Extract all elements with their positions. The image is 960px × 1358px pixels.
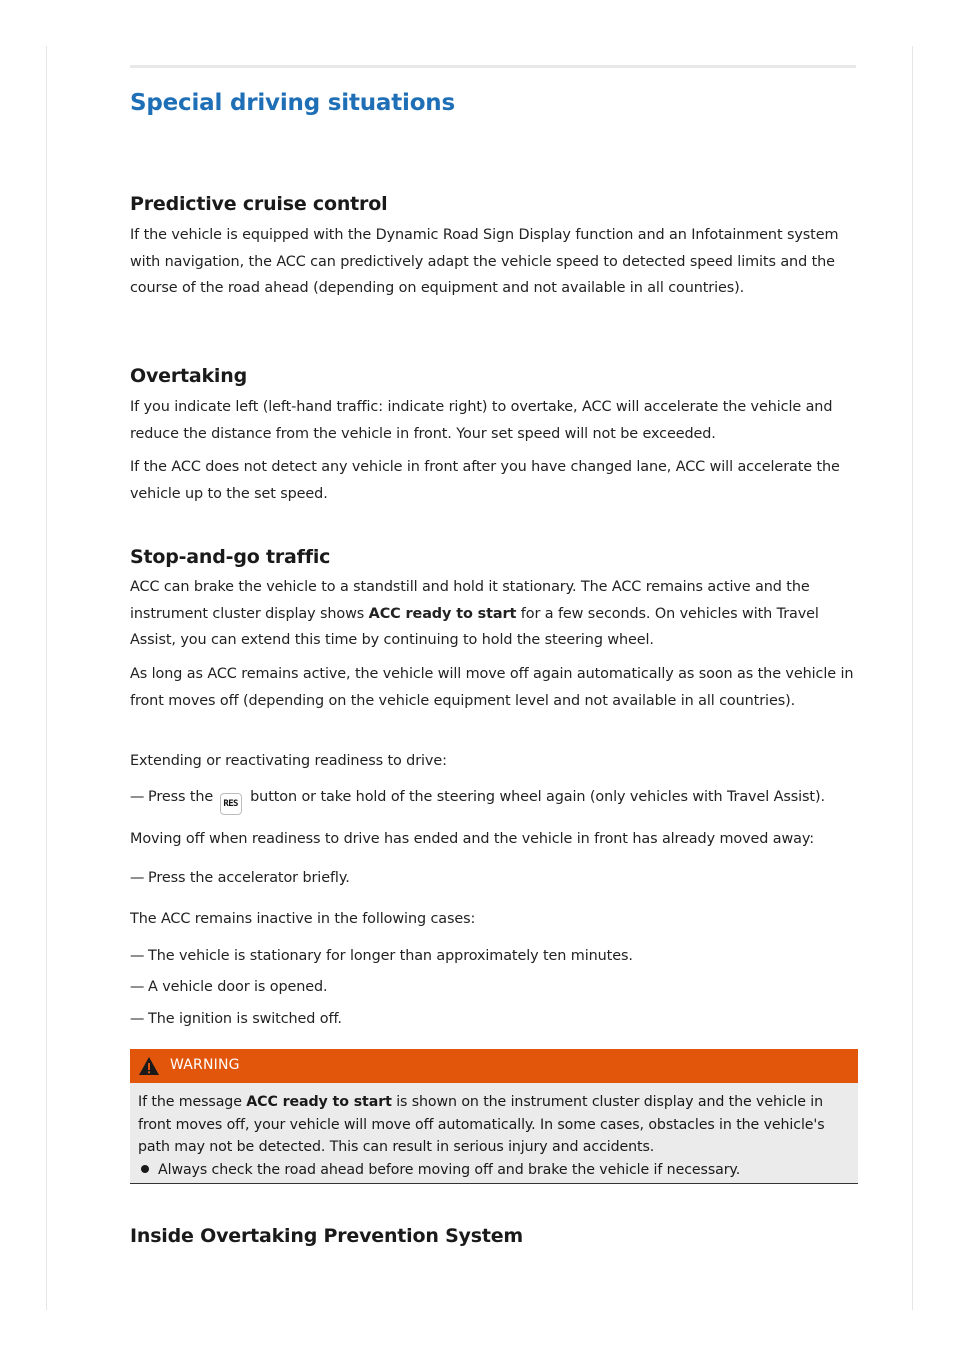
top-divider [130,65,856,68]
inactive-label: The ACC remains inactive in the following cases: [130,911,476,927]
bullet-icon [141,1165,149,1173]
inactive-case-3 [130,1008,342,1030]
warning-bullet-text: Always check the road ahead before moving off and brake the vehicle if necessary. [158,1162,741,1178]
page-margin-line-right [912,46,913,1310]
moving-off-label: Moving off when readiness to drive has ended and the vehicle in front has already moved away: [130,831,814,847]
section-title-stopgo: Stop-and-go traffic [130,546,331,568]
section-title-inside-overtaking: Inside Overtaking Prevention System [130,1225,524,1247]
page-title: Special driving situations [130,90,455,116]
section-title-predictive: Predictive cruise control [130,193,388,215]
step-press-res [130,786,825,815]
warning-triangle-icon [138,1056,160,1076]
stopgo-text-1b: for a few seconds. On vehicles with Travel Assist, you can extend this time by continuing to hold the steering wheel. [130,605,819,648]
inactive-case-1 [130,945,633,967]
stopgo-text-1a: ACC can brake the vehicle to a standstill and hold it stationary. The ACC remains active and the instrument cluster display shows [130,579,810,622]
overtaking-paragraph-2: If the ACC does not detect any vehicle in front after you have changed lane, ACC will accelerate the vehicle up to the set speed. [130,459,840,502]
step-accelerator [130,867,350,889]
dash-marker: — [130,870,145,886]
step-text-before: Press the [148,789,214,805]
dash-marker: — [130,979,145,995]
extending-label: Extending or reactivating readiness to drive: [130,753,447,769]
warning-title: WARNING [170,1057,240,1073]
warning-text-b: is shown on the instrument cluster display and the vehicle in front moves off, your vehicle will move off automatically. In some cases, obstacles in the vehicle's path may not be detected. This can result in serious injury and accidents. [138,1094,825,1155]
warning-header [130,1049,858,1083]
page-margin-line-left [46,46,47,1310]
case-3-text: The ignition is switched off. [148,1011,342,1027]
stopgo-paragraph-1 [130,574,860,654]
inactive-case-2 [130,976,328,998]
dash-marker: — [130,1011,145,1027]
case-1-text: The vehicle is stationary for longer than approximately ten minutes. [148,948,633,964]
stopgo-paragraph-2: As long as ACC remains active, the vehicle will move off again automatically as soon as the vehicle in front moves off (depending on the vehicle equipment level and not available in all countries). [130,666,854,709]
step-accelerator-text: Press the accelerator briefly. [148,870,350,886]
acc-ready-message: ACC ready to start [368,605,517,622]
predictive-paragraph: If the vehicle is equipped with the Dynamic Road Sign Display function and an Infotainment system with navigation, the ACC can predictively adapt the vehicle speed to detected speed limits and the course of the road ahead (depending on equipment and not available in all countries). [130,227,839,296]
overtaking-paragraph-1: If you indicate left (left-hand traffic: indicate right) to overtake, ACC will accelerate the vehicle and reduce the distance from the vehicle in front. Your set speed will not be exceeded. [130,399,833,442]
warning-acc-message: ACC ready to start [246,1094,392,1110]
warning-bullet [138,1159,740,1181]
res-button-icon: RES [220,793,242,815]
dash-marker: — [130,948,145,964]
step-text-after: button or take hold of the steering wheel again (only vehicles with Travel Assist). [250,789,825,805]
warning-text-a: If the message [138,1094,247,1110]
dash-marker: — [130,789,145,805]
section-title-overtaking: Overtaking [130,365,247,387]
warning-body [130,1083,858,1184]
warning-text [138,1091,854,1159]
case-2-text: A vehicle door is opened. [148,979,328,995]
